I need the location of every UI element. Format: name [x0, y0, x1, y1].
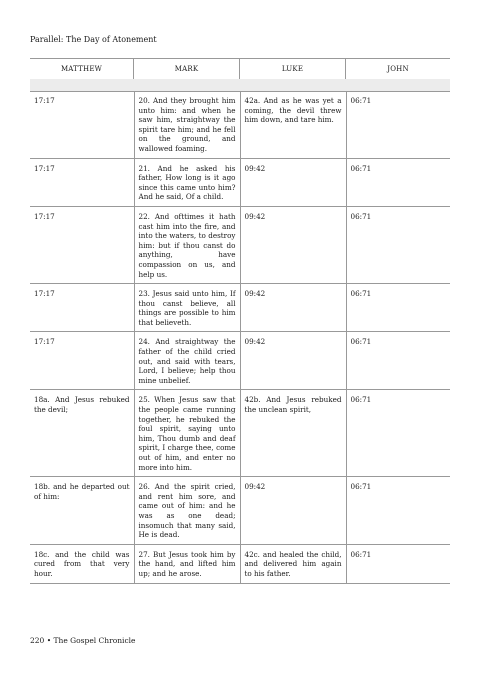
- john-cell: 06:71: [346, 284, 450, 332]
- matthew-cell: 17:17: [30, 158, 134, 206]
- luke-cell: 42c. and healed the child, and delivered him again to his father.: [240, 544, 346, 583]
- luke-cell: 42a. And as he was yet a coming, the devil threw him down, and tare him.: [240, 91, 346, 158]
- page-header: Parallel: The Day of Atonement: [30, 35, 157, 44]
- mark-cell: 22. And ofttimes it hath cast him into the fire, and into the waters, to destroy him: but if thou canst do anything, have compassion on us, and help us.: [134, 206, 240, 283]
- matthew-cell: 18b. and he departed out of him:: [30, 477, 134, 545]
- john-cell: 06:71: [346, 332, 450, 390]
- luke-cell: 09:42: [240, 284, 346, 332]
- page-footer: 220 • The Gospel Chronicle: [30, 636, 136, 645]
- column-header-matthew: MATTHEW: [30, 59, 134, 79]
- mark-cell: 21. And he asked his father, How long is it ago since this came unto him? And he said, Of a child.: [134, 158, 240, 206]
- mark-cell: 25. When Jesus saw that the people came running together, he rebuked the foul spirit, saying unto him, Thou dumb and deaf spirit, I charge thee, come out of him, and enter no more into him.: [134, 390, 240, 477]
- table-row: [30, 158, 450, 206]
- mark-cell: 26. And the spirit cried, and rent him sore, and came out of him: and he was as one dead; insomuch that many said, He is dead.: [134, 477, 240, 545]
- john-cell: 06:71: [346, 477, 450, 545]
- matthew-cell: 17:17: [30, 332, 134, 390]
- table-row: [30, 206, 450, 283]
- mark-cell: 20. And they brought him unto him: and when he saw him, straightway the spirit tare him; and he fell on the ground, and wallowed foaming.: [134, 91, 240, 158]
- table-row: [30, 390, 450, 477]
- table-row: [30, 91, 450, 158]
- john-cell: 06:71: [346, 158, 450, 206]
- john-cell: 06:71: [346, 544, 450, 583]
- luke-cell: 42b. And Jesus rebuked the unclean spirit,: [240, 390, 346, 477]
- mark-cell: 27. But Jesus took him by the hand, and lifted him up; and he arose.: [134, 544, 240, 583]
- john-cell: 06:71: [346, 390, 450, 477]
- column-header-luke: LUKE: [240, 59, 346, 79]
- matthew-cell: 17:17: [30, 284, 134, 332]
- matthew-cell: 18a. And Jesus rebuked the devil;: [30, 390, 134, 477]
- table-row: [30, 284, 450, 332]
- parallel-table: [30, 91, 450, 584]
- luke-cell: 09:42: [240, 206, 346, 283]
- mark-cell: 24. And straightway the father of the child cried out, and said with tears, Lord, I believe; help thou mine unbelief.: [134, 332, 240, 390]
- table-row: [30, 332, 450, 390]
- column-header-row: [30, 58, 450, 80]
- matthew-cell: 17:17: [30, 91, 134, 158]
- column-header-mark: MARK: [134, 59, 240, 79]
- column-header-john: JOHN: [387, 65, 409, 73]
- table-row: [30, 477, 450, 545]
- luke-cell: 09:42: [240, 332, 346, 390]
- matthew-cell: 17:17: [30, 206, 134, 283]
- luke-cell: 09:42: [240, 477, 346, 545]
- luke-cell: 09:42: [240, 158, 346, 206]
- table-row: [30, 544, 450, 583]
- matthew-cell: 18c. and the child was cured from that very hour.: [30, 544, 134, 583]
- mark-cell: 23. Jesus said unto him, If thou canst believe, all things are possible to him that believeth.: [134, 284, 240, 332]
- john-cell: 06:71: [346, 91, 450, 158]
- john-cell: 06:71: [346, 206, 450, 283]
